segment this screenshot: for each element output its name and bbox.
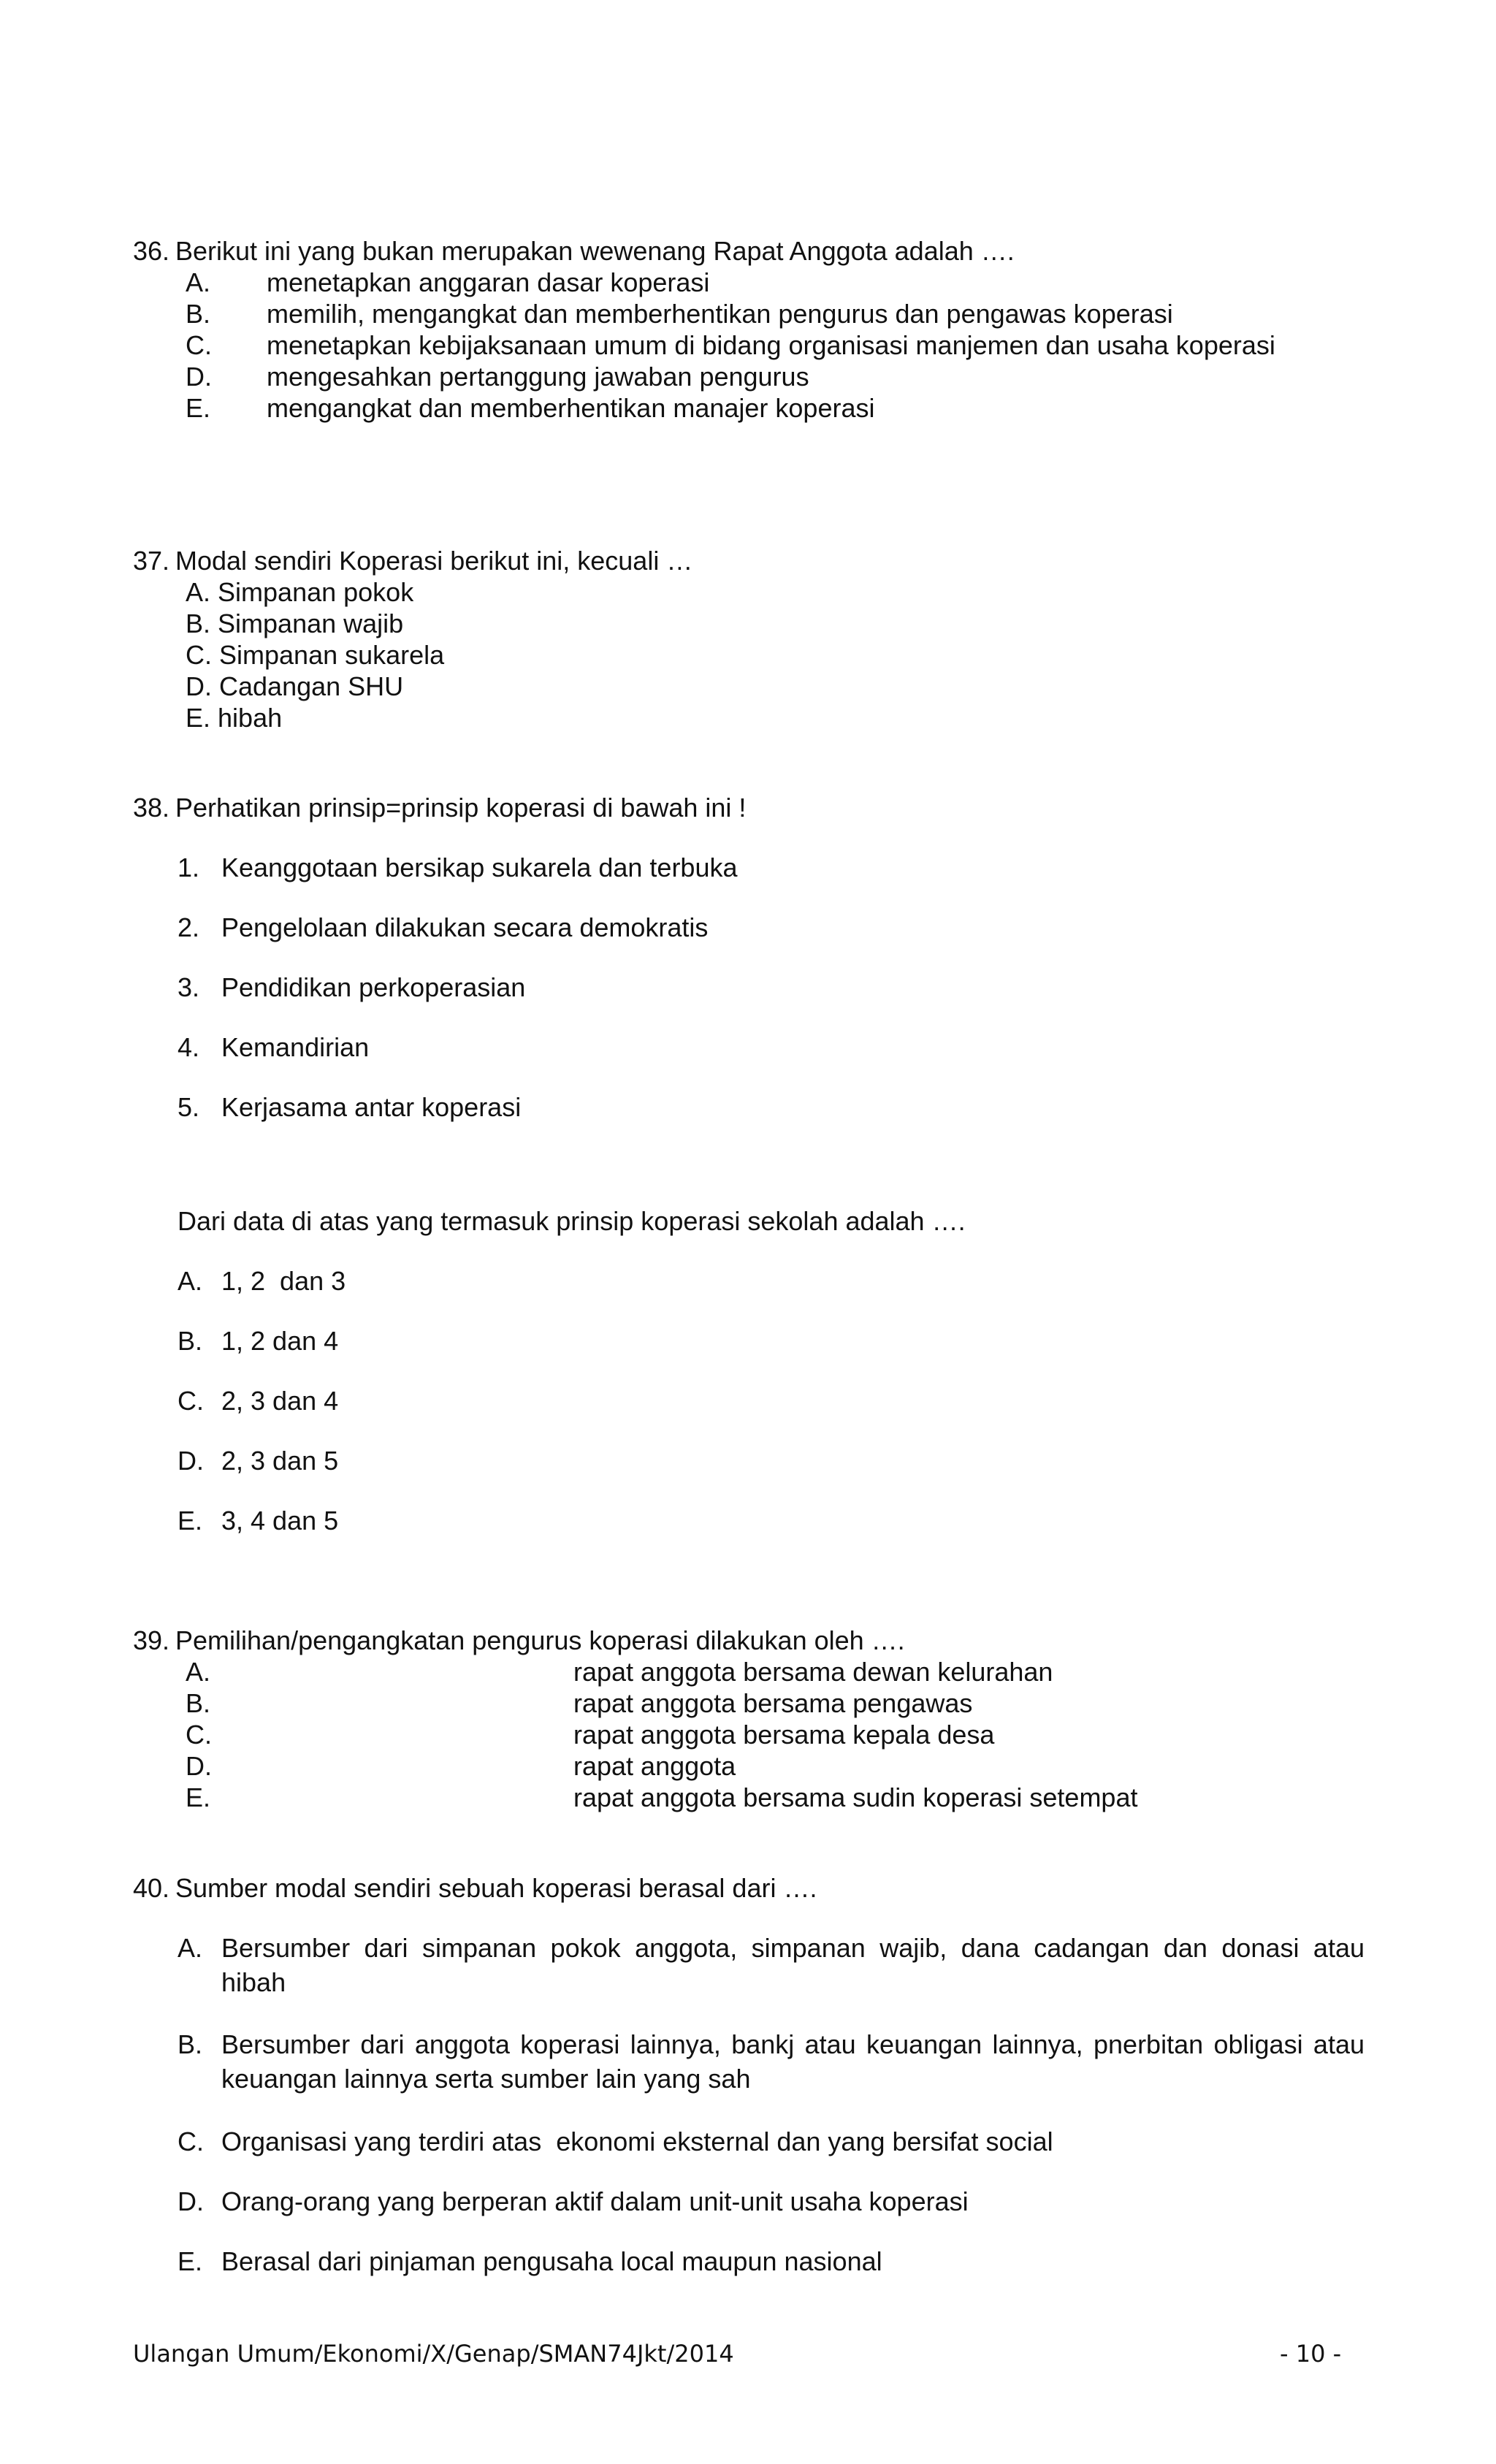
option-label: B.: [178, 2029, 203, 2059]
question-39-stem: 39. Pemilihan/pengangkatan pengurus koperasi dilakukan oleh ….: [133, 1625, 905, 1655]
option-label: E.: [178, 2246, 203, 2276]
option-text-continued: hibah: [221, 1967, 286, 1997]
question-38-prompt: Dari data di atas yang termasuk prinsip koperasi sekolah adalah ….: [178, 1206, 966, 1236]
option: D. Cadangan SHU: [186, 671, 404, 701]
option-label: E.: [186, 1782, 211, 1812]
option-label: D.: [178, 2186, 204, 2216]
question-38-stem: 38. Perhatikan prinsip=prinsip koperasi di bawah ini !: [133, 793, 747, 823]
principle-text: Kerjasama antar koperasi: [221, 1092, 522, 1122]
option-text: memilih, mengangkat dan memberhentikan pengurus dan pengawas koperasi: [267, 299, 1173, 329]
question-36-stem: 36. Berikut ini yang bukan merupakan wewenang Rapat Anggota adalah ….: [133, 236, 1015, 266]
option-text-continued: keuangan lainnya serta sumber lain yang sah: [221, 2064, 751, 2094]
principle-number: 2.: [178, 912, 200, 942]
option-label: A.: [178, 1266, 203, 1296]
option-label: B.: [186, 1688, 211, 1718]
option-text: rapat anggota bersama pengawas: [573, 1688, 973, 1718]
option-text: mengesahkan pertanggung jawaban pengurus: [267, 362, 809, 392]
question-37-stem: 37. Modal sendiri Koperasi berikut ini, kecuali …: [133, 546, 693, 576]
option: A. Simpanan pokok: [186, 577, 414, 607]
option-text: 2, 3 dan 5: [221, 1446, 339, 1476]
option-text: Bersumber dari simpanan pokok anggota, simpanan wajib, dana cadangan dan donasi atau: [221, 1933, 1365, 1963]
principle-number: 4.: [178, 1032, 200, 1062]
principle-number: 1.: [178, 853, 200, 882]
principle-number: 3.: [178, 972, 200, 1002]
principle-text: Kemandirian: [221, 1032, 370, 1062]
option-text: Organisasi yang terdiri atas ekonomi eksternal dan yang bersifat social: [221, 2127, 1053, 2156]
option-text: menetapkan anggaran dasar koperasi: [267, 267, 710, 297]
option-label: A.: [178, 1933, 203, 1963]
page-number: - 10 -: [1280, 2340, 1342, 2368]
option-label: A.: [186, 267, 211, 297]
option-label: D.: [186, 362, 212, 392]
option-text: 2, 3 dan 4: [221, 1386, 339, 1416]
option-label: C.: [186, 330, 212, 360]
option: B. Simpanan wajib: [186, 609, 404, 638]
principle-text: Pendidikan perkoperasian: [221, 972, 526, 1002]
option-label: C.: [178, 1386, 204, 1416]
option-label: B.: [186, 299, 211, 329]
option-text: rapat anggota bersama sudin koperasi setempat: [573, 1782, 1138, 1812]
footer-exam-info: Ulangan Umum/Ekonomi/X/Genap/SMAN74Jkt/2014: [133, 2340, 734, 2368]
question-40-stem: 40. Sumber modal sendiri sebuah koperasi berasal dari ….: [133, 1873, 817, 1903]
option-text: rapat anggota bersama kepala desa: [573, 1720, 995, 1750]
option-label: E.: [186, 393, 211, 423]
option-text: Berasal dari pinjaman pengusaha local maupun nasional: [221, 2246, 882, 2276]
option-label: C.: [178, 2127, 204, 2156]
option-text: 1, 2 dan 3: [221, 1266, 346, 1296]
option-label: D.: [178, 1446, 204, 1476]
option: C. Simpanan sukarela: [186, 640, 445, 670]
principle-text: Pengelolaan dilakukan secara demokratis: [221, 912, 709, 942]
option-text: mengangkat dan memberhentikan manajer koperasi: [267, 393, 875, 423]
principle-text: Keanggotaan bersikap sukarela dan terbuka: [221, 853, 738, 882]
option-label: D.: [186, 1751, 212, 1781]
option-text: 3, 4 dan 5: [221, 1506, 339, 1536]
option-label: C.: [186, 1720, 212, 1750]
option-label: E.: [178, 1506, 203, 1536]
option: E. hibah: [186, 703, 283, 733]
principle-number: 5.: [178, 1092, 200, 1122]
option-text: menetapkan kebijaksanaan umum di bidang organisasi manjemen dan usaha koperasi: [267, 330, 1275, 360]
option-text: rapat anggota: [573, 1751, 736, 1781]
option-text: rapat anggota bersama dewan kelurahan: [573, 1657, 1053, 1687]
option-text: 1, 2 dan 4: [221, 1326, 339, 1356]
option-label: B.: [178, 1326, 203, 1356]
option-text: Orang-orang yang berperan aktif dalam unit-unit usaha koperasi: [221, 2186, 969, 2216]
option-text: Bersumber dari anggota koperasi lainnya, bankj atau keuangan lainnya, pnerbitan obligasi atau: [221, 2029, 1365, 2059]
option-label: A.: [186, 1657, 211, 1687]
